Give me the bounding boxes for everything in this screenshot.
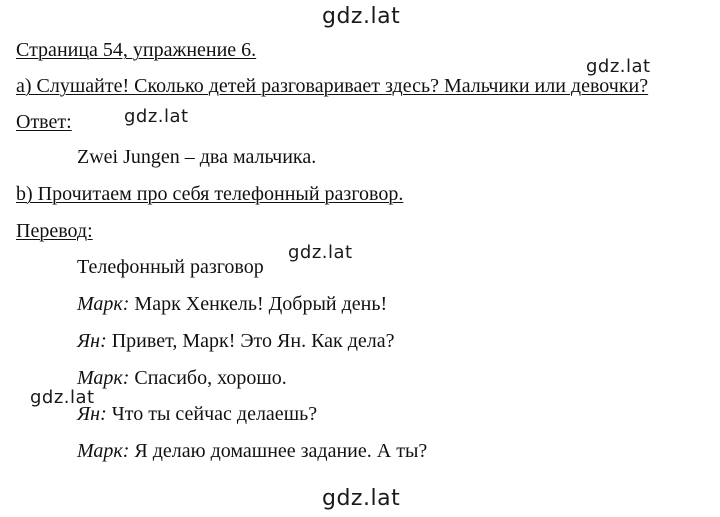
dialogue-line bbox=[77, 329, 395, 353]
watermark-answer: gdz.lat bbox=[124, 106, 189, 127]
watermark-top: gdz.lat bbox=[322, 4, 401, 29]
page-header: Страница 54, упражнение 6. bbox=[16, 39, 257, 61]
dialogue-text: Марк Хенкель! Добрый день! bbox=[129, 293, 388, 315]
answer-label: Ответ: bbox=[16, 111, 72, 133]
dialogue-speaker: Ян: bbox=[77, 330, 107, 352]
dialogue-line bbox=[77, 292, 387, 316]
task-a: а) Слушайте! Сколько детей разговаривает здесь? Мальчики или девочки? bbox=[16, 75, 649, 97]
answer-text: Zwei Jungen – два мальчика. bbox=[77, 146, 317, 168]
dialogue-text: Спасибо, хорошо. bbox=[129, 367, 287, 389]
dialogue-text: Я делаю домашнее задание. А ты? bbox=[129, 440, 428, 462]
dialogue-line bbox=[77, 439, 427, 463]
dialogue-speaker: Марк: bbox=[77, 440, 130, 462]
translation-label: Перевод: bbox=[16, 220, 93, 242]
task-b: b) Прочитаем про себя телефонный разговор. bbox=[16, 183, 404, 205]
dialogue-line bbox=[77, 366, 287, 390]
watermark-middle: gdz.lat bbox=[288, 242, 353, 263]
dialogue-speaker: Ян: bbox=[77, 403, 107, 425]
dialogue-text: Привет, Марк! Это Ян. Как дела? bbox=[106, 330, 395, 352]
watermark-right: gdz.lat bbox=[586, 56, 651, 77]
dialogue-line bbox=[77, 402, 317, 426]
dialogue-speaker: Марк: bbox=[77, 367, 130, 389]
watermark-bottom: gdz.lat bbox=[322, 486, 401, 511]
dialogue-title: Телефонный разговор bbox=[77, 256, 264, 278]
watermark-left: gdz.lat bbox=[30, 387, 95, 408]
dialogue-text: Что ты сейчас делаешь? bbox=[106, 403, 318, 425]
dialogue-speaker: Марк: bbox=[77, 293, 130, 315]
